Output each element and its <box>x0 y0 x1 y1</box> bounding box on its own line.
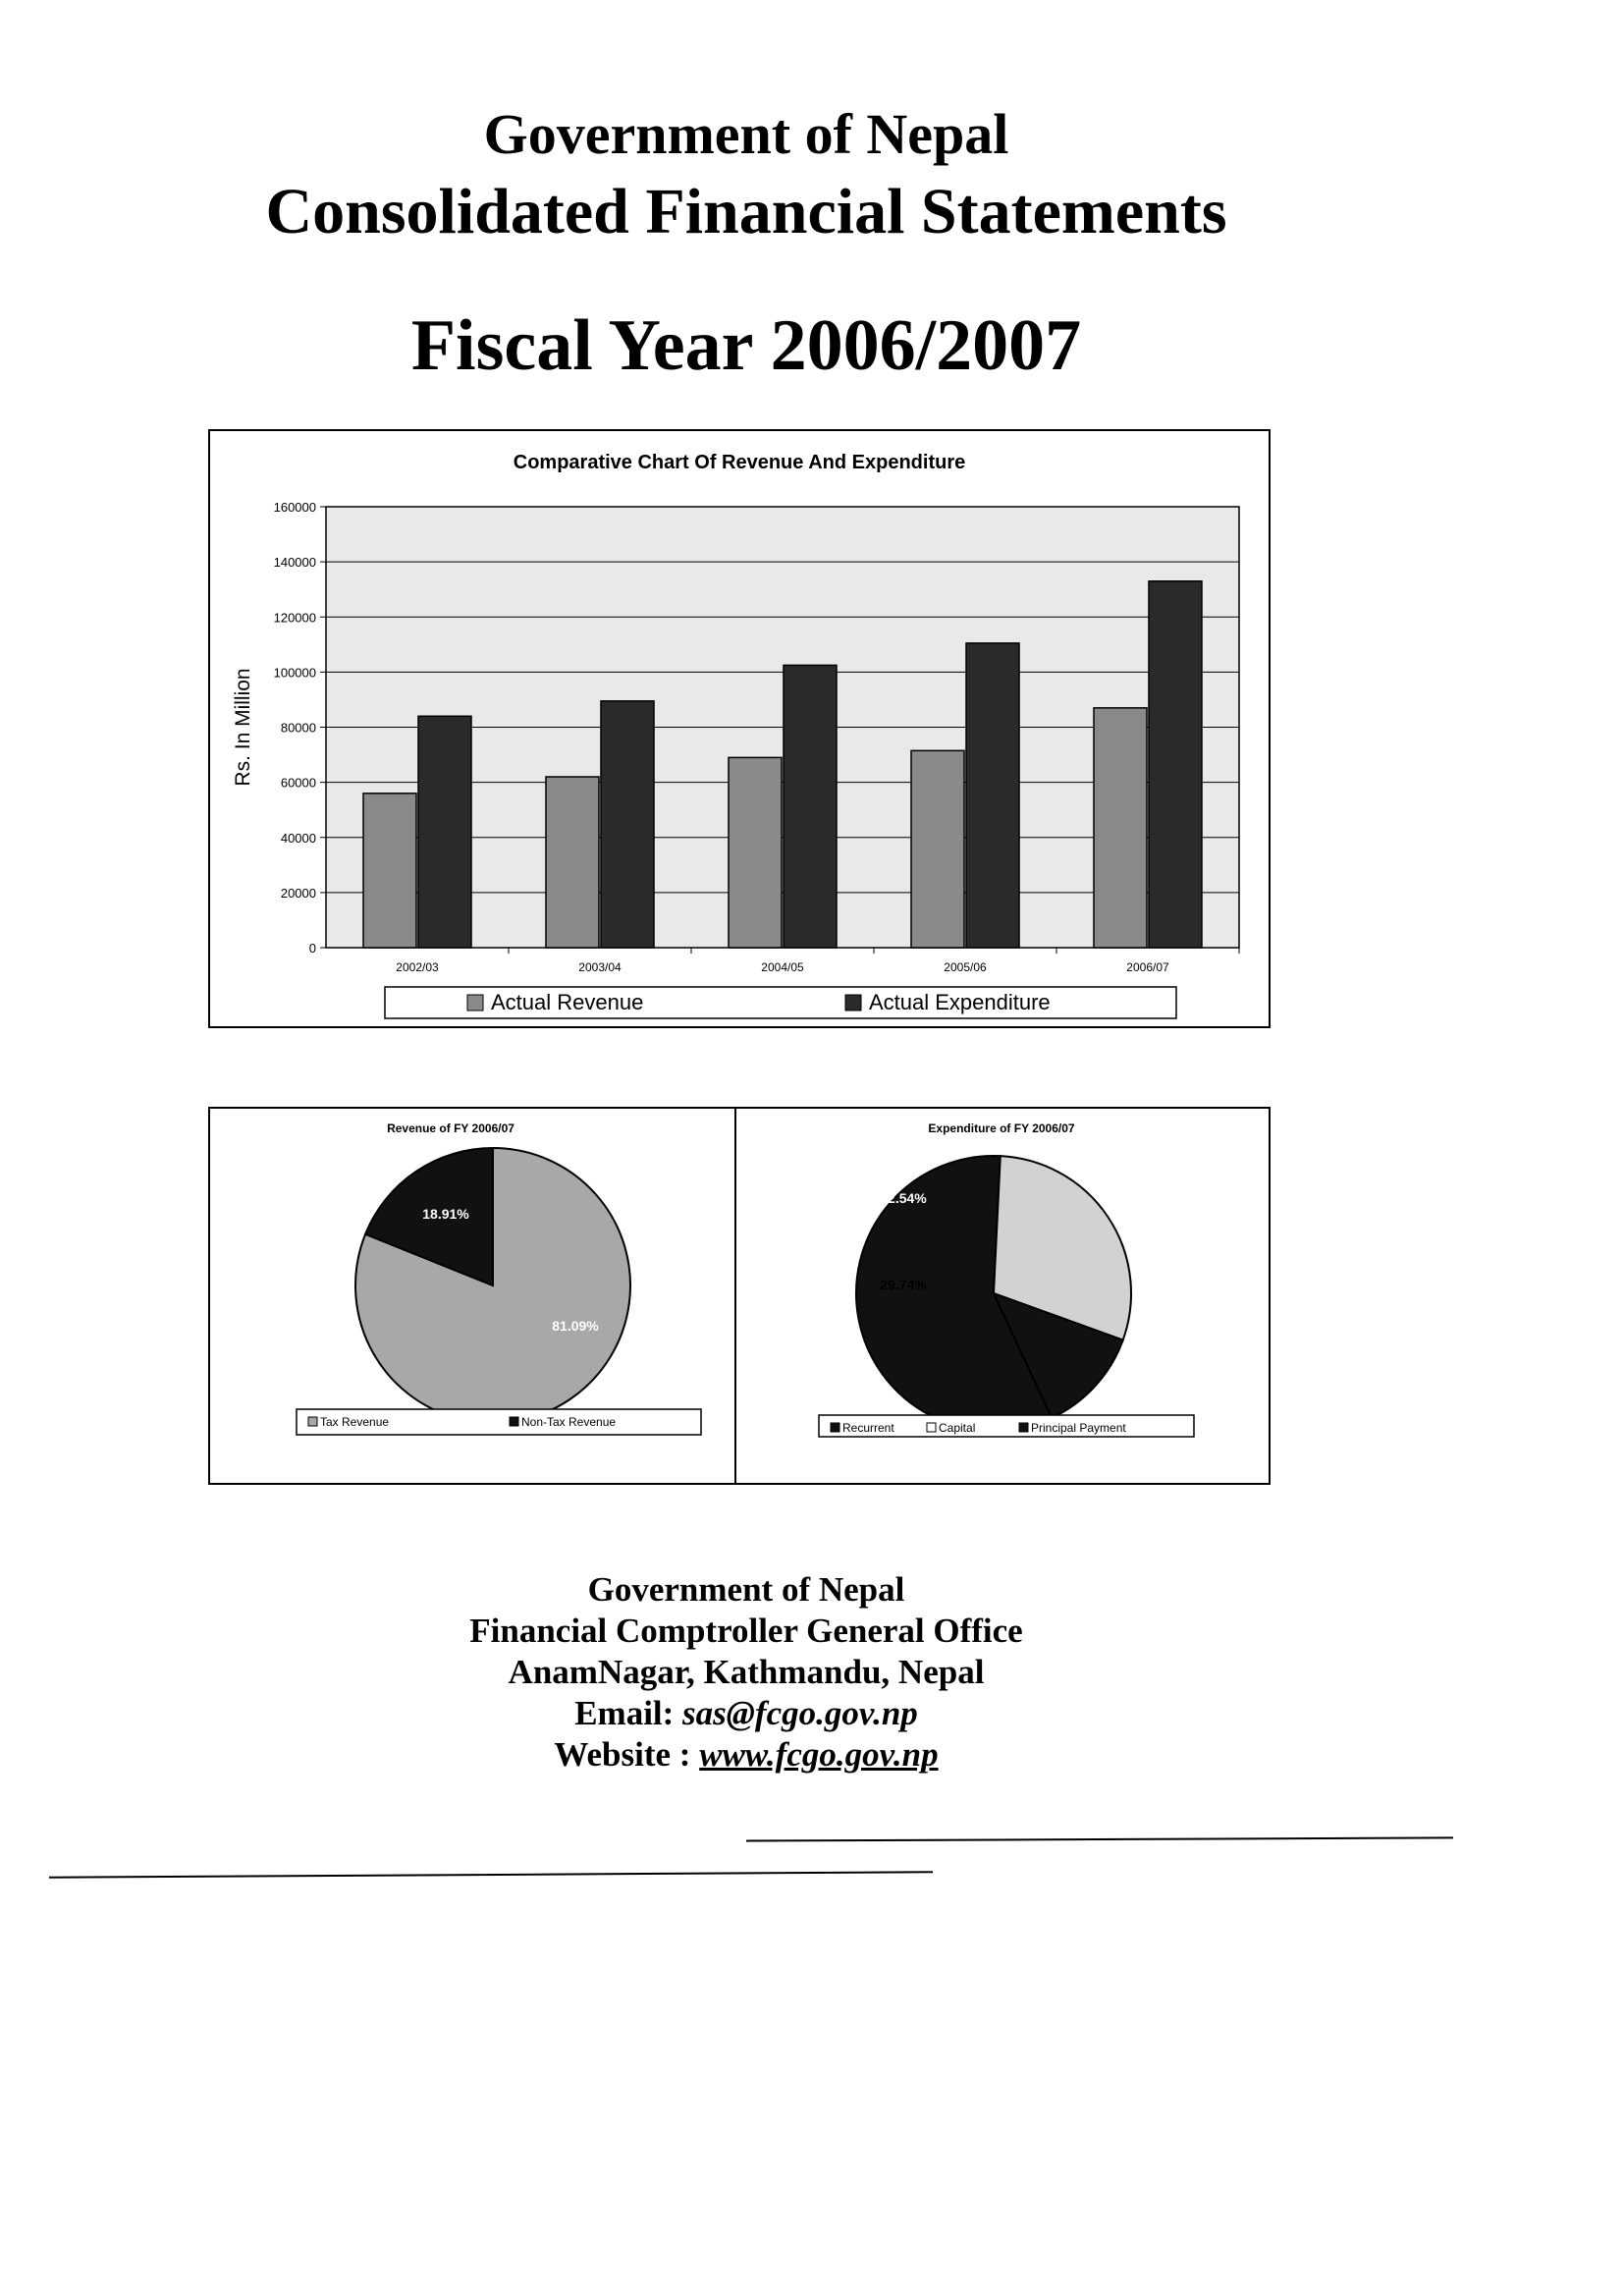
header-line-1: Government of Nepal <box>483 102 1009 166</box>
x-tick-label: 2004/05 <box>761 960 804 974</box>
pie-legend-swatch <box>831 1423 839 1432</box>
bottom-rule-upper <box>746 1836 1453 1841</box>
y-tick-label: 80000 <box>280 720 316 736</box>
pie-legend-swatch <box>927 1423 936 1432</box>
y-tick-label: 0 <box>308 941 316 956</box>
website-label: Website : <box>554 1735 700 1774</box>
bar-expenditure-2005-06 <box>966 643 1019 948</box>
pie-data-label: 12.54% <box>880 1190 927 1206</box>
pie-legend-label: Non-Tax Revenue <box>521 1415 617 1429</box>
y-tick-label: 140000 <box>273 555 316 571</box>
header-line-2: Consolidated Financial Statements <box>265 176 1227 247</box>
pie-charts-frame <box>208 1107 1271 1485</box>
bar-revenue-2002-03 <box>363 793 416 948</box>
bar-expenditure-2006-07 <box>1149 581 1202 948</box>
pie-legend-label: Capital <box>939 1421 976 1435</box>
pie-legend-swatch <box>308 1417 317 1426</box>
y-axis-label: Rs. In Million <box>232 668 254 787</box>
chart-title: Comparative Chart Of Revenue And Expenditure <box>513 452 966 473</box>
fiscal-year-title: Fiscal Year 2006/2007 <box>410 305 1082 386</box>
pie-title: Revenue of FY 2006/07 <box>387 1121 514 1135</box>
legend-swatch-expenditure <box>845 995 861 1011</box>
footer-line-3: AnamNagar, Kathmandu, Nepal <box>508 1653 985 1691</box>
footer-line-2: Financial Comptroller General Office <box>469 1612 1023 1650</box>
y-tick-label: 100000 <box>273 665 316 681</box>
pie-data-label: 29.74% <box>880 1277 927 1292</box>
y-tick-label: 20000 <box>280 885 316 901</box>
y-tick-label: 40000 <box>280 830 316 846</box>
footer-address <box>0 1569 1492 1776</box>
footer-line-1: Government of Nepal <box>587 1570 905 1609</box>
footer-website-row <box>0 1734 1492 1776</box>
legend-swatch-revenue <box>467 995 483 1011</box>
website-link[interactable]: www.fcgo.gov.np <box>699 1735 939 1774</box>
pie-legend-label: Tax Revenue <box>320 1415 390 1429</box>
bottom-rule-lower <box>49 1871 933 1878</box>
legend-label-expenditure: Actual Expenditure <box>869 990 1051 1014</box>
pie-legend-swatch <box>510 1417 518 1426</box>
pie-legend-label: Principal Payment <box>1031 1421 1126 1435</box>
bar-chart-frame <box>208 429 1271 1028</box>
revenue-expenditure-bar-chart <box>210 431 1269 1026</box>
email-link[interactable]: sas@fcgo.gov.np <box>682 1694 918 1732</box>
x-tick-label: 2002/03 <box>396 960 439 974</box>
bar-revenue-2005-06 <box>911 750 964 948</box>
y-tick-label: 160000 <box>273 500 316 515</box>
pie-data-label: 18.91% <box>422 1206 469 1222</box>
legend-label-revenue: Actual Revenue <box>491 990 644 1014</box>
footer-email-row <box>0 1693 1492 1734</box>
y-tick-label: 60000 <box>280 775 316 791</box>
expenditure-pie-chart <box>736 1109 1269 1483</box>
pie-title: Expenditure of FY 2006/07 <box>928 1121 1075 1135</box>
bar-revenue-2004-05 <box>729 757 782 948</box>
y-tick-label: 120000 <box>273 610 316 626</box>
pie-data-label: 81.09% <box>552 1318 599 1334</box>
pie-legend-label: Recurrent <box>842 1421 894 1435</box>
x-tick-label: 2003/04 <box>578 960 622 974</box>
bar-expenditure-2002-03 <box>418 716 471 948</box>
bar-revenue-2003-04 <box>546 777 599 948</box>
x-tick-label: 2005/06 <box>944 960 987 974</box>
x-tick-label: 2006/07 <box>1126 960 1169 974</box>
pie-legend-swatch <box>1019 1423 1028 1432</box>
bar-revenue-2006-07 <box>1094 708 1147 948</box>
bar-expenditure-2004-05 <box>784 665 837 948</box>
email-label: Email: <box>574 1694 683 1732</box>
bar-expenditure-2003-04 <box>601 701 654 948</box>
revenue-pie-chart <box>210 1109 734 1483</box>
